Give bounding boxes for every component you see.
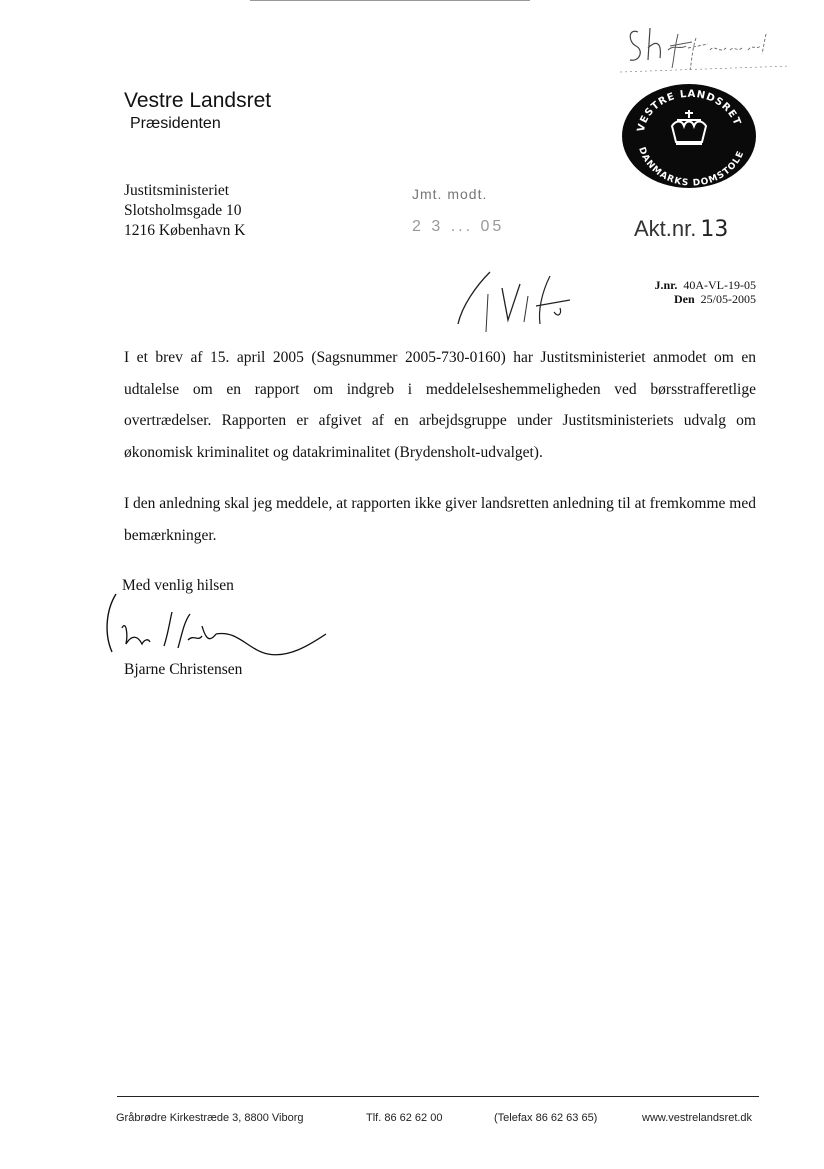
court-name: Vestre Landsret <box>124 89 272 112</box>
handwritten-signature <box>98 590 338 670</box>
svg-text:VESTRE LANDSRET: VESTRE LANDSRET <box>635 88 743 133</box>
akt-value: 13 <box>700 217 729 242</box>
court-seal <box>620 82 758 190</box>
closing-greeting: Med venlig hilsen <box>122 577 234 594</box>
footer-divider <box>117 1096 759 1097</box>
date-row <box>654 292 756 306</box>
jnr-value: 40A-VL-19-05 <box>683 278 756 292</box>
akt-number <box>634 216 728 242</box>
footer-address: Gråbrødre Kirkestræde 3, 8800 Viborg <box>116 1112 304 1124</box>
date-value: 25/05-2005 <box>700 292 756 306</box>
svg-text:DANMARKS DOMSTOLE: DANMARKS DOMSTOLE <box>636 145 747 189</box>
reference-block <box>654 278 756 306</box>
footer-phone: Tlf. 86 62 62 00 <box>366 1112 443 1124</box>
signer-name: Bjarne Christensen <box>124 661 243 678</box>
top-rule <box>250 0 530 1</box>
jnr-label: J.nr. <box>654 278 678 292</box>
received-stamp-date: 2 3 ... 05 <box>412 218 505 235</box>
body-paragraph-1: I et brev af 15. april 2005 (Sagsnummer 2005-730-0160) har Justitsministeriet anmodet om en udtalelse om en rapport om indgreb i meddelelseshemmeligheden ved børsstrafferetlige overtrædelser. Rapporten er afgivet af en arbejdsgruppe under Justitsministeriets udvalg om økonomisk kriminalitet og datakriminalitet (Brydensholt-udvalget). <box>124 349 756 461</box>
court-subtitle: Præsidenten <box>130 115 221 132</box>
handwritten-initials <box>450 266 590 336</box>
akt-label: Akt.nr. <box>634 216 697 241</box>
date-label: Den <box>673 292 695 306</box>
jnr-row <box>654 278 756 292</box>
recipient-address <box>124 181 245 241</box>
recipient-line: Justitsministeriet <box>124 182 230 199</box>
handwritten-note <box>610 20 800 80</box>
footer-website: www.vestrelandsret.dk <box>642 1112 753 1124</box>
recipient-line: Slotsholmsgade 10 <box>124 202 242 219</box>
body-paragraph-2: I den anledning skal jeg meddele, at rapporten ikke giver landsretten anledning til at fremkomme med bemærkninger. <box>124 495 756 544</box>
received-stamp: Jmt. modt. <box>412 186 488 202</box>
recipient-line: 1216 København K <box>124 222 246 239</box>
footer-fax: (Telefax 86 62 63 65) <box>494 1112 598 1124</box>
